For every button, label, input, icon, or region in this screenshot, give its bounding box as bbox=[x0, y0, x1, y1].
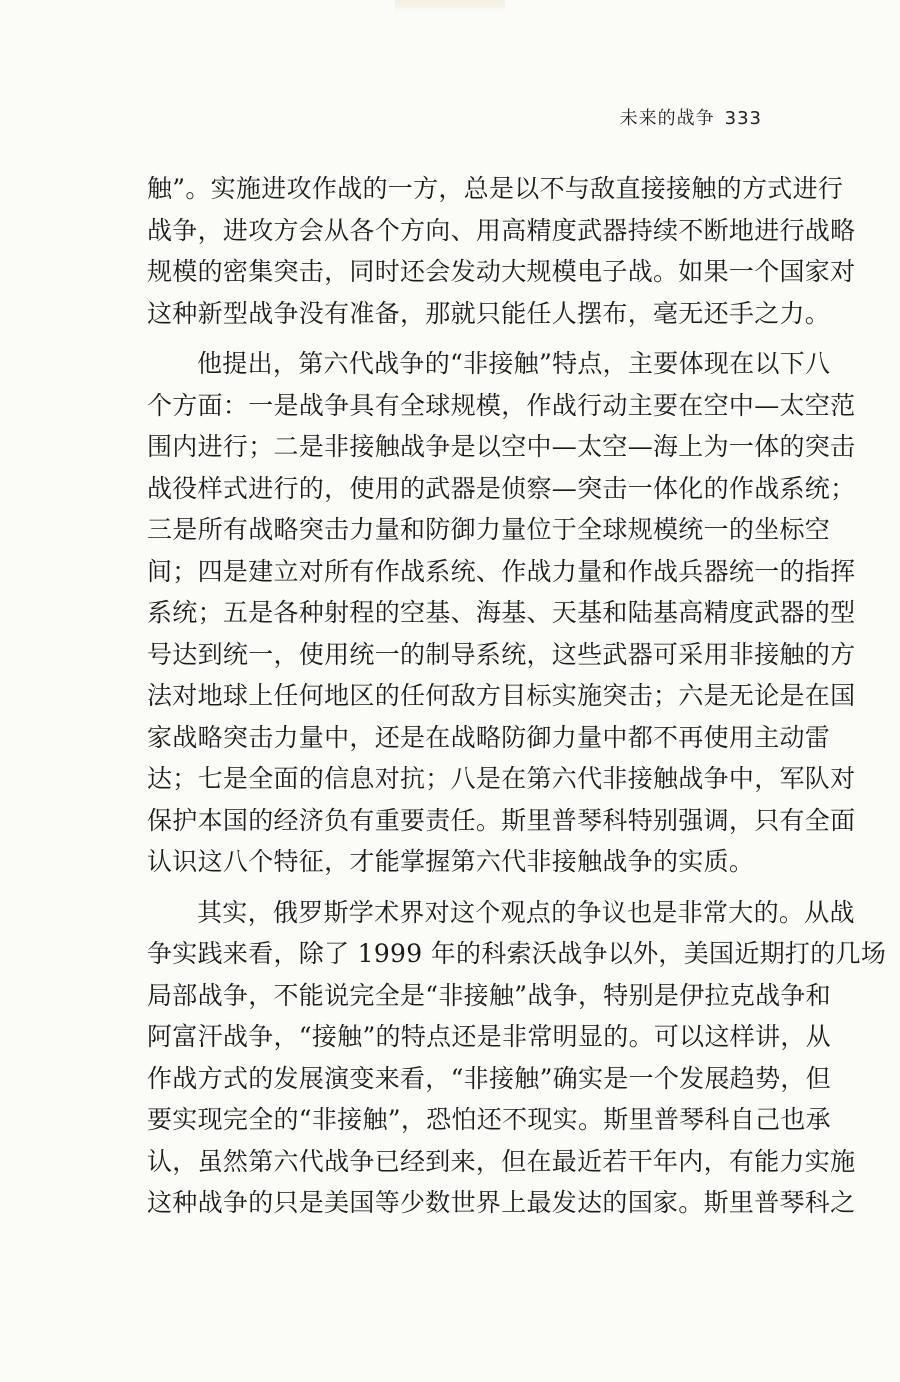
text-line: 争实践来看，除了 1999 年的科索沃战争以外，美国近期打的几场 bbox=[147, 939, 887, 968]
text-line: 系统；五是各种射程的空基、海基、天基和陆基高精度武器的型 bbox=[147, 598, 856, 627]
text-line: 阿富汗战争，“接触”的特点还是非常明显的。可以这样讲，从 bbox=[147, 1022, 831, 1051]
text-line: 家战略突击力量中，还是在战略防御力量中都不再使用主动雷 bbox=[147, 722, 831, 752]
paragraph-3 bbox=[147, 892, 887, 1224]
text-line: 作战方式的发展演变来看，“非接触”确实是一个发展趋势，但 bbox=[147, 1063, 831, 1093]
running-header bbox=[620, 104, 762, 130]
text-line: 达；七是全面的信息对抗；八是在第六代非接触战争中，军队对 bbox=[147, 764, 856, 793]
text-line: 这种战争的只是美国等少数世界上最发达的国家。斯里普琴科之 bbox=[147, 1188, 856, 1217]
text-line: 个方面：一是战争具有全球规模，作战行动主要在空中—太空范 bbox=[147, 390, 856, 420]
paragraph-1 bbox=[147, 168, 856, 334]
text-line: 这种新型战争没有准备，那就只能任人摆布，毫无还手之力。 bbox=[147, 298, 831, 328]
body-text bbox=[147, 168, 887, 1224]
text-line: 号达到统一，使用统一的制导系统，这些武器可采用非接触的方 bbox=[147, 639, 856, 669]
text-line: 战争，进攻方会从各个方向、用高精度武器持续不断地进行战略 bbox=[147, 215, 856, 245]
text-line: 三是所有战略突击力量和防御力量位于全球规模统一的坐标空 bbox=[147, 515, 831, 544]
text-line: 局部战争，不能说完全是“非接触”战争，特别是伊拉克战争和 bbox=[147, 980, 831, 1010]
text-line: 法对地球上任何地区的任何敌方目标实施突击；六是无论是在国 bbox=[147, 681, 856, 710]
text-line: 认识这八个特征，才能掌握第六代非接触战争的实质。 bbox=[147, 847, 755, 876]
text-line: 认，虽然第六代战争已经到来，但在最近若干年内，有能力实施 bbox=[147, 1146, 856, 1176]
page-number: 333 bbox=[724, 108, 762, 129]
scan-smudge bbox=[395, 0, 505, 14]
text-line: 保护本国的经济负有重要责任。斯里普琴科特别强调，只有全面 bbox=[147, 805, 856, 835]
text-line: 触”。实施进攻作战的一方，总是以不与敌直接接触的方式进行 bbox=[147, 174, 844, 203]
text-line: 其实，俄罗斯学术界对这个观点的争议也是非常大的。从战 bbox=[197, 897, 855, 927]
chapter-title: 未来的战争 bbox=[619, 108, 715, 129]
paragraph-2 bbox=[147, 343, 856, 883]
text-line: 规模的密集突击，同时还会发动大规模电子战。如果一个国家对 bbox=[147, 257, 856, 286]
text-line: 战役样式进行的，使用的武器是侦察—突击一体化的作战系统； bbox=[147, 473, 856, 503]
text-line: 他提出，第六代战争的“非接触”特点，主要体现在以下八 bbox=[197, 349, 831, 378]
text-line: 围内进行；二是非接触战争是以空中—太空—海上为一体的突击 bbox=[147, 432, 856, 461]
text-line: 要实现完全的“非接触”，恐怕还不现实。斯里普琴科自己也承 bbox=[147, 1105, 831, 1134]
text-line: 间；四是建立对所有作战系统、作战力量和作战兵器统一的指挥 bbox=[147, 556, 856, 586]
